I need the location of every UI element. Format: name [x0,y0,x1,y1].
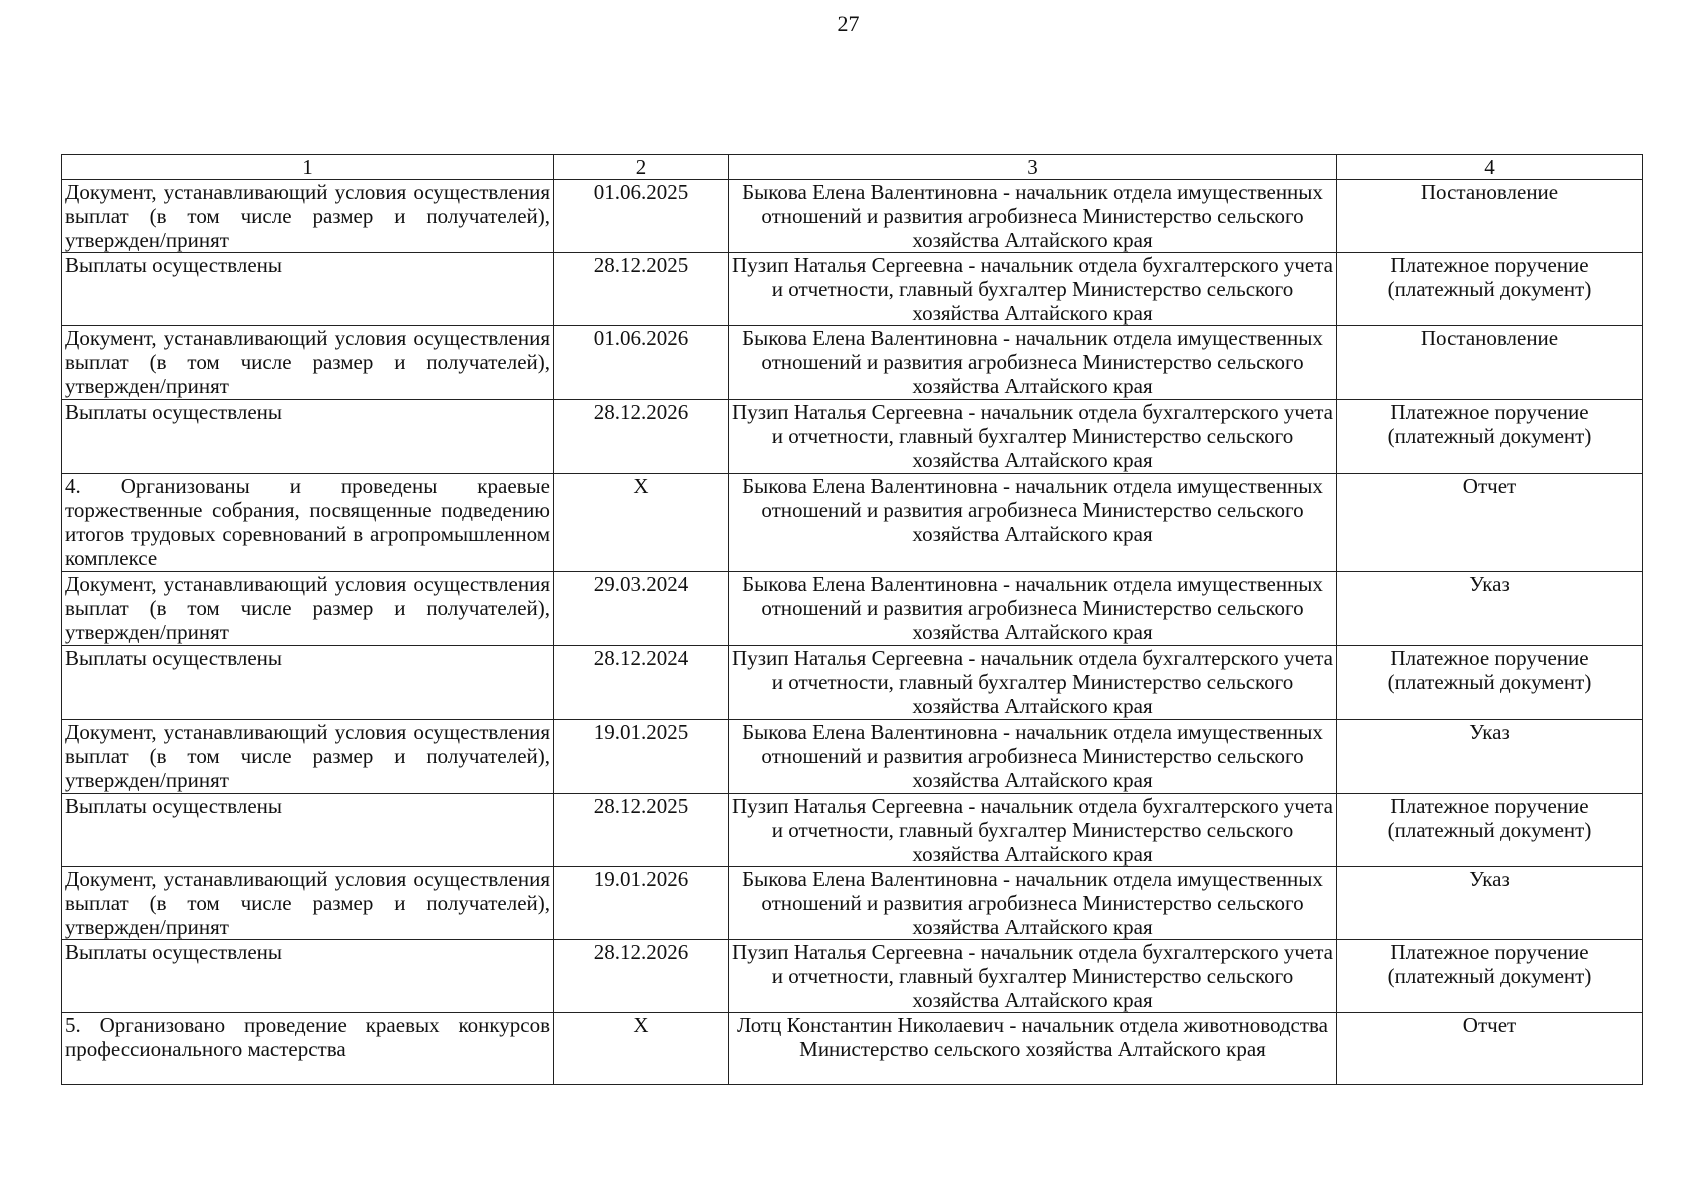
responsible-cell: Пузип Наталья Сергеевна - начальник отдела бухгалтерского учета и отчетности, главный бухгалтер Министерство сельского хозяйства Алтайского края [729,253,1337,326]
event-cell: Выплаты осуществлены [62,400,554,474]
document-type-cell: Отчет [1337,474,1643,572]
document-type-cell: Платежное поручение (платежный документ) [1337,940,1643,1013]
table-row [62,572,1643,646]
event-cell: Выплаты осуществлены [62,940,554,1013]
column-header-4: 4 [1337,155,1643,180]
event-cell: Документ, устанавливающий условия осуществления выплат (в том числе размер и получателей), утвержден/принят [62,720,554,794]
table-row [62,253,1643,326]
event-cell: 5. Организовано проведение краевых конкурсов профессионального мастерства [62,1013,554,1085]
document-type-cell: Платежное поручение (платежный документ) [1337,253,1643,326]
column-header-1: 1 [62,155,554,180]
event-cell: Выплаты осуществлены [62,253,554,326]
responsible-cell: Быкова Елена Валентиновна - начальник отдела имущественных отношений и развития агробизнеса Министерство сельского хозяйства Алтайского края [729,867,1337,940]
date-cell: 01.06.2025 [554,180,729,253]
date-cell: 28.12.2026 [554,400,729,474]
document-type-cell: Платежное поручение (платежный документ) [1337,400,1643,474]
table-row [62,720,1643,794]
table-row [62,180,1643,253]
responsible-cell: Быкова Елена Валентиновна - начальник отдела имущественных отношений и развития агробизнеса Министерство сельского хозяйства Алтайского края [729,326,1337,400]
date-cell: Х [554,474,729,572]
event-cell: Выплаты осуществлены [62,794,554,867]
date-cell: 28.12.2025 [554,253,729,326]
document-type-cell: Платежное поручение (платежный документ) [1337,794,1643,867]
date-cell: 28.12.2025 [554,794,729,867]
table-row [62,400,1643,474]
date-cell: 28.12.2026 [554,940,729,1013]
table-row [62,474,1643,572]
responsible-cell: Пузип Наталья Сергеевна - начальник отдела бухгалтерского учета и отчетности, главный бухгалтер Министерство сельского хозяйства Алтайского края [729,400,1337,474]
date-cell: 29.03.2024 [554,572,729,646]
table-row [62,1013,1643,1085]
event-cell: Документ, устанавливающий условия осуществления выплат (в том числе размер и получателей), утвержден/принят [62,572,554,646]
column-header-3: 3 [729,155,1337,180]
responsible-cell: Пузип Наталья Сергеевна - начальник отдела бухгалтерского учета и отчетности, главный бухгалтер Министерство сельского хозяйства Алтайского края [729,794,1337,867]
document-type-cell: Платежное поручение (платежный документ) [1337,646,1643,720]
column-header-2: 2 [554,155,729,180]
responsible-cell: Быкова Елена Валентиновна - начальник отдела имущественных отношений и развития агробизнеса Министерство сельского хозяйства Алтайского края [729,572,1337,646]
document-type-cell: Указ [1337,867,1643,940]
table-row [62,646,1643,720]
date-cell: 19.01.2026 [554,867,729,940]
responsible-cell: Пузип Наталья Сергеевна - начальник отдела бухгалтерского учета и отчетности, главный бухгалтер Министерство сельского хозяйства Алтайского края [729,940,1337,1013]
document-type-cell: Постановление [1337,180,1643,253]
event-cell: Документ, устанавливающий условия осуществления выплат (в том числе размер и получателей), утвержден/принят [62,326,554,400]
event-cell: Документ, устанавливающий условия осуществления выплат (в том числе размер и получателей), утвержден/принят [62,180,554,253]
responsible-cell: Лотц Константин Николаевич - начальник отдела животноводства Министерство сельского хозяйства Алтайского края [729,1013,1337,1085]
table-header-row [62,155,1643,180]
document-type-cell: Указ [1337,720,1643,794]
document-type-cell: Постановление [1337,326,1643,400]
date-cell: Х [554,1013,729,1085]
event-cell: 4. Организованы и проведены краевые торжественные собрания, посвященные подведению итогов трудовых соревнований в агропромышленном комплексе [62,474,554,572]
date-cell: 19.01.2025 [554,720,729,794]
event-cell: Документ, устанавливающий условия осуществления выплат (в том числе размер и получателей), утвержден/принят [62,867,554,940]
responsible-cell: Быкова Елена Валентиновна - начальник отдела имущественных отношений и развития агробизнеса Министерство сельского хозяйства Алтайского края [729,180,1337,253]
page-number: 27 [837,11,860,36]
table-row [62,940,1643,1013]
table-row [62,326,1643,400]
plan-table [61,154,1643,1085]
date-cell: 01.06.2026 [554,326,729,400]
document-type-cell: Отчет [1337,1013,1643,1085]
document-type-cell: Указ [1337,572,1643,646]
responsible-cell: Пузип Наталья Сергеевна - начальник отдела бухгалтерского учета и отчетности, главный бухгалтер Министерство сельского хозяйства Алтайского края [729,646,1337,720]
responsible-cell: Быкова Елена Валентиновна - начальник отдела имущественных отношений и развития агробизнеса Министерство сельского хозяйства Алтайского края [729,720,1337,794]
date-cell: 28.12.2024 [554,646,729,720]
table-row [62,867,1643,940]
event-cell: Выплаты осуществлены [62,646,554,720]
table-row [62,794,1643,867]
responsible-cell: Быкова Елена Валентиновна - начальник отдела имущественных отношений и развития агробизнеса Министерство сельского хозяйства Алтайского края [729,474,1337,572]
